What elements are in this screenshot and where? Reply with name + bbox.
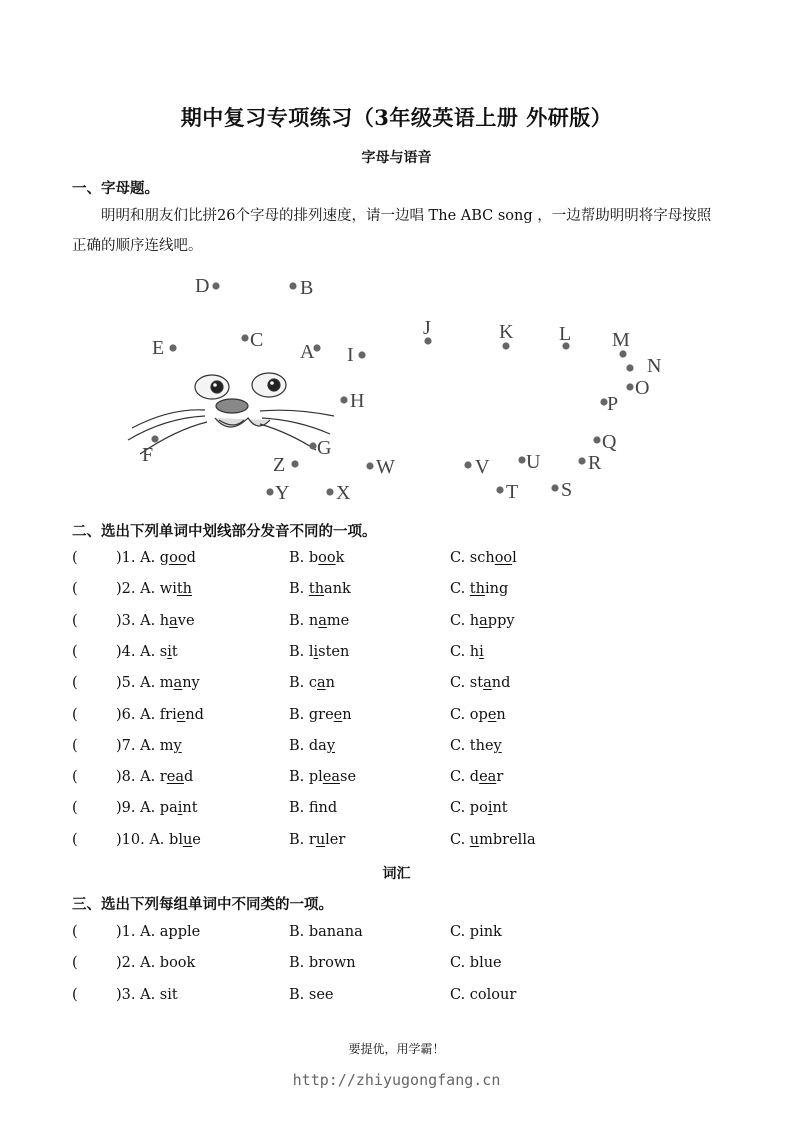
option-a: )3. A. have xyxy=(116,612,195,629)
dot-label-p: P xyxy=(607,393,619,415)
dot-label-d: D xyxy=(195,275,210,297)
underlined-letters: oo xyxy=(169,550,187,566)
dot-label-f: F xyxy=(142,444,154,466)
dot-label-k: K xyxy=(499,321,514,343)
question-row xyxy=(0,769,793,793)
underlined-letters: e xyxy=(487,706,497,723)
dot-s xyxy=(551,484,558,491)
option-a: )7. A. my xyxy=(116,737,182,754)
dot-label-s: S xyxy=(561,479,573,501)
underlined-letters: th xyxy=(308,581,325,598)
question-row xyxy=(0,613,793,637)
dot-c xyxy=(241,334,248,341)
underlined-letters: u xyxy=(182,831,193,848)
dot-z xyxy=(291,460,298,467)
section-2-heading: 二、选出下列单词中划线部分发音不同的一项。 xyxy=(72,523,377,540)
underlined-letters: y xyxy=(493,737,502,754)
dot-m xyxy=(619,350,626,357)
answer-blank[interactable]: ( xyxy=(72,550,78,566)
question-row xyxy=(0,550,793,574)
dot-label-j: J xyxy=(423,317,431,339)
underlined-letters: y xyxy=(326,737,336,754)
option-a: )6. A. friend xyxy=(116,706,204,723)
option-a: )9. A. paint xyxy=(116,800,198,817)
option-a: )10. A. blue xyxy=(116,831,201,848)
section-1-instructions: 明明和朋友们比拼26个字母的排列速度，请一边唱 The ABC song ，一边帮助明明将字母按照正确的顺序连线吧。 xyxy=(72,208,712,254)
underlined-letters: a xyxy=(173,675,183,692)
option-b: B. day xyxy=(289,737,336,754)
underlined-letters: oo xyxy=(494,550,513,566)
option-b: B. name xyxy=(289,612,350,629)
underlined-letters: e xyxy=(176,706,186,723)
seal-face xyxy=(128,373,334,454)
underlined-letters: i xyxy=(177,800,183,817)
option-b: B. listen xyxy=(289,643,350,660)
answer-blank[interactable]: ( xyxy=(72,675,78,692)
page-title: 期中复习专项练习（3年级英语上册 外研版） xyxy=(180,105,613,130)
underlined-letters: a xyxy=(318,612,327,629)
dot-label-n: N xyxy=(647,355,662,377)
dot-label-v: V xyxy=(475,456,490,478)
question-row xyxy=(0,707,793,731)
option-a: )5. A. many xyxy=(116,675,200,692)
underlined-letters: ea xyxy=(166,769,184,786)
dot-h xyxy=(340,396,347,403)
underlined-letters: a xyxy=(479,612,488,629)
subtitle-vocabulary: 词汇 xyxy=(382,866,411,882)
option-b: B. fnd xyxy=(289,800,338,817)
dot-label-g: G xyxy=(317,437,332,459)
answer-blank[interactable]: ( xyxy=(72,706,78,723)
dot-label-t: T xyxy=(506,481,519,503)
dot-a xyxy=(313,344,320,351)
question-row xyxy=(0,955,793,979)
underlined-letters: i xyxy=(479,643,484,660)
option-b: B. banana xyxy=(289,924,363,940)
option-c: C. blue xyxy=(450,955,502,972)
underlined-letters: i xyxy=(487,800,493,817)
question-row xyxy=(0,644,793,668)
dot-label-b: B xyxy=(300,277,314,299)
option-a: )2. A. book xyxy=(116,955,196,972)
option-b: B. brown xyxy=(289,955,356,972)
option-b: B. green xyxy=(289,706,352,723)
dot-w xyxy=(366,462,373,469)
question-row xyxy=(0,581,793,605)
answer-blank[interactable]: ( xyxy=(72,924,78,940)
option-b: B. see xyxy=(289,986,334,1003)
dot-label-u: U xyxy=(526,451,541,473)
dot-y xyxy=(266,488,273,495)
option-a: )1. A. good xyxy=(116,550,196,566)
dot-label-a: A xyxy=(300,341,315,363)
footer-note: 要提优，用学霸！ xyxy=(348,1042,445,1056)
dot-label-w: W xyxy=(376,456,395,478)
answer-blank[interactable]: ( xyxy=(72,800,78,817)
dot-x xyxy=(326,488,333,495)
footer-url[interactable]: http://zhiyugongfang.cn xyxy=(292,1071,501,1089)
dot-n xyxy=(626,364,633,371)
answer-blank[interactable]: ( xyxy=(72,986,78,1003)
dot-label-i: I xyxy=(347,344,354,366)
option-a: )4. A. sit xyxy=(116,643,178,660)
dot-t xyxy=(496,486,503,493)
option-c: C. stand xyxy=(450,675,511,692)
dot-label-c: C xyxy=(250,329,264,351)
option-b: B. thank xyxy=(289,581,351,598)
option-c: C. open xyxy=(450,706,506,723)
dot-label-o: O xyxy=(635,377,650,399)
question-row xyxy=(0,800,793,824)
dot-v xyxy=(464,461,471,468)
underlined-letters: oo xyxy=(318,550,336,566)
option-a: )2. A. with xyxy=(116,581,193,598)
dot-label-e: E xyxy=(152,337,165,359)
question-row xyxy=(0,924,793,948)
connect-dots-illustration xyxy=(120,268,680,508)
option-c: C. school xyxy=(450,550,517,566)
dot-label-r: R xyxy=(588,452,602,474)
dot-label-z: Z xyxy=(273,454,286,476)
dot-o xyxy=(626,383,633,390)
option-c: C. dear xyxy=(450,769,504,786)
option-c: C. happy xyxy=(450,612,515,629)
underlined-letters: u xyxy=(315,831,326,848)
option-c: C. pink xyxy=(450,924,502,940)
question-row xyxy=(0,738,793,762)
option-c: C. umbrella xyxy=(450,831,536,848)
dot-label-q: Q xyxy=(602,431,617,453)
option-a: )1. A. apple xyxy=(116,924,201,940)
option-b: B. please xyxy=(289,769,357,786)
option-b: B. can xyxy=(289,675,335,692)
underlined-letters: i xyxy=(167,643,172,660)
underlined-letters: y xyxy=(173,737,182,754)
underlined-letters: a xyxy=(169,612,178,629)
dot-label-l: L xyxy=(559,323,572,345)
answer-blank[interactable]: ( xyxy=(72,643,78,660)
dot-label-y: Y xyxy=(275,482,290,504)
underlined-letters: a xyxy=(317,675,326,692)
dot-f xyxy=(151,435,158,442)
question-row xyxy=(0,675,793,699)
answer-blank[interactable]: ( xyxy=(72,769,78,786)
option-c: C. point xyxy=(450,800,508,817)
underlined-letters: e xyxy=(333,706,343,723)
subtitle-letters-phonics: 字母与语音 xyxy=(361,150,432,166)
dot-r xyxy=(578,457,585,464)
dot-d xyxy=(212,282,219,289)
answer-blank[interactable]: ( xyxy=(72,612,78,629)
option-a: )3. A. sit xyxy=(116,986,178,1003)
dot-b xyxy=(289,282,296,289)
option-c: C. thing xyxy=(450,581,509,598)
dot-e xyxy=(169,344,176,351)
underlined-letters: u xyxy=(469,831,480,848)
section-3-heading: 三、选出下列每组单词中不同类的一项。 xyxy=(72,896,333,913)
dot-u xyxy=(518,456,525,463)
dot-k xyxy=(502,342,509,349)
option-b: B. ruler xyxy=(289,831,346,848)
question-row xyxy=(0,987,793,1011)
option-c: C. they xyxy=(450,737,502,754)
section-1-heading: 一、字母题。 xyxy=(72,180,159,197)
option-a: )8. A. read xyxy=(116,769,194,786)
underlined-letters: a xyxy=(483,675,492,692)
underlined-letters: ea xyxy=(479,769,497,786)
dot-label-h: H xyxy=(350,390,365,412)
answer-blank[interactable]: ( xyxy=(72,955,78,972)
question-row xyxy=(0,832,793,856)
dot-i xyxy=(358,351,365,358)
dot-g xyxy=(309,442,316,449)
dot-label-m: M xyxy=(612,329,630,351)
option-c: C. colour xyxy=(450,986,517,1003)
option-b: B. book xyxy=(289,550,345,566)
underlined-letters: ea xyxy=(322,769,341,786)
underlined-letters: th xyxy=(469,581,485,598)
answer-blank[interactable]: ( xyxy=(72,581,78,598)
option-c: C. hi xyxy=(450,643,484,660)
answer-blank[interactable]: ( xyxy=(72,831,78,848)
underlined-letters: i xyxy=(313,643,319,660)
dot-q xyxy=(593,436,600,443)
dot-label-x: X xyxy=(336,482,351,504)
answer-blank[interactable]: ( xyxy=(72,737,78,754)
underlined-letters: th xyxy=(176,581,193,598)
